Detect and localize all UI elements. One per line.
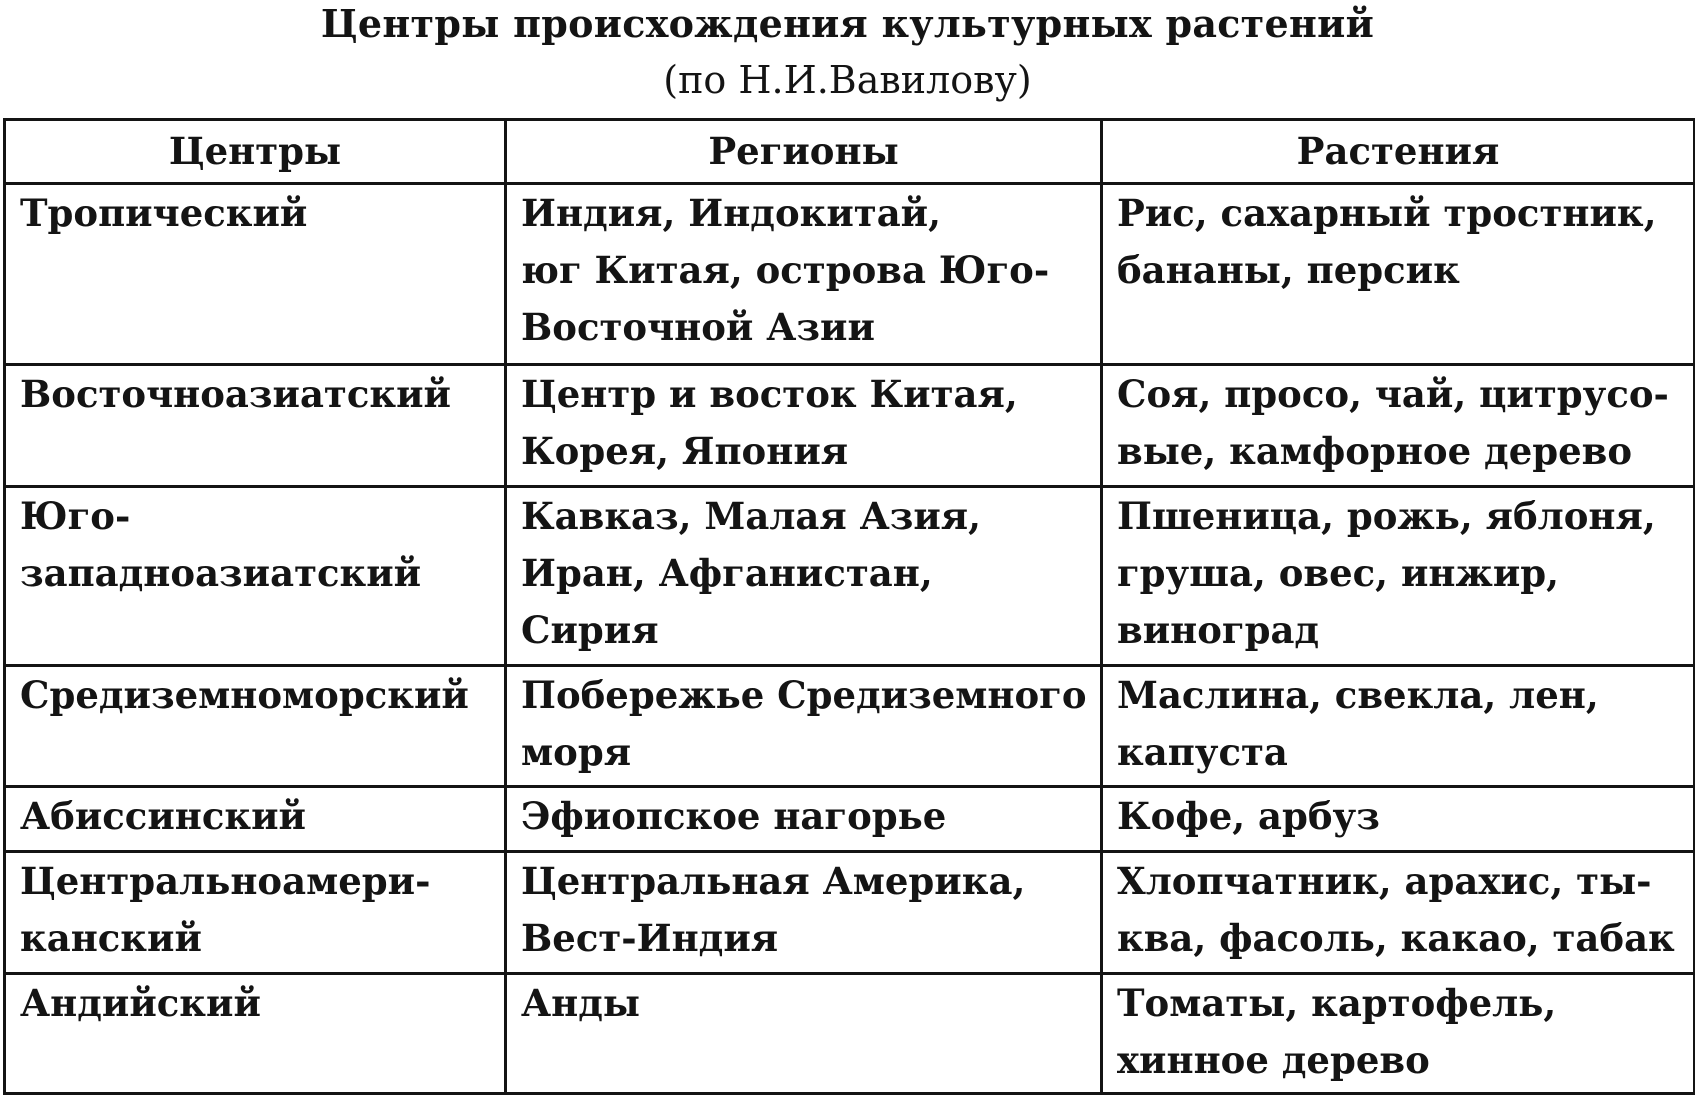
regions-cell: Индия, Индокитай, юг Китая, острова Юго- Восточной Азии <box>506 184 1102 365</box>
column-header-centers: Центры <box>5 120 506 184</box>
center-cell: Восточноазиатский <box>5 365 506 487</box>
table-row <box>5 365 1695 487</box>
center-cell: Центральноамери- канский <box>5 852 506 974</box>
plants-cell: Пшеница, рожь, яблоня, груша, овес, инжир, виноград <box>1102 487 1695 666</box>
plants-cell: Кофе, арбуз <box>1102 787 1695 852</box>
column-header-plants: Растения <box>1102 120 1695 184</box>
regions-cell: Побережье Средиземного моря <box>506 666 1102 787</box>
column-header-regions: Регионы <box>506 120 1102 184</box>
table-row <box>5 852 1695 974</box>
plants-cell: Хлопчатник, арахис, ты- ква, фасоль, какао, табак <box>1102 852 1695 974</box>
page-title: Центры происхождения культурных растений <box>320 1 1375 46</box>
table-header-row <box>5 120 1695 184</box>
page-subtitle: (по Н.И.Вавилову) <box>663 58 1032 102</box>
table-row <box>5 974 1695 1094</box>
plants-cell: Рис, сахарный тростник, бананы, персик <box>1102 184 1695 365</box>
plants-cell: Соя, просо, чай, цитрусо- вые, камфорное дерево <box>1102 365 1695 487</box>
table-row <box>5 666 1695 787</box>
regions-cell: Центральная Америка, Вест-Индия <box>506 852 1102 974</box>
table-row <box>5 787 1695 852</box>
regions-cell: Центр и восток Китая, Корея, Япония <box>506 365 1102 487</box>
centers-table <box>3 118 1695 1095</box>
plants-cell: Томаты, картофель, хинное дерево <box>1102 974 1695 1094</box>
center-cell: Средиземноморский <box>5 666 506 787</box>
center-cell: Абиссинский <box>5 787 506 852</box>
regions-cell: Анды <box>506 974 1102 1094</box>
table-row <box>5 487 1695 666</box>
plants-cell: Маслина, свекла, лен, капуста <box>1102 666 1695 787</box>
center-cell: Тропический <box>5 184 506 365</box>
regions-cell: Эфиопское нагорье <box>506 787 1102 852</box>
table-row <box>5 184 1695 365</box>
center-cell: Андийский <box>5 974 506 1094</box>
center-cell: Юго- западноазиатский <box>5 487 506 666</box>
regions-cell: Кавказ, Малая Азия, Иран, Афганистан, Сирия <box>506 487 1102 666</box>
